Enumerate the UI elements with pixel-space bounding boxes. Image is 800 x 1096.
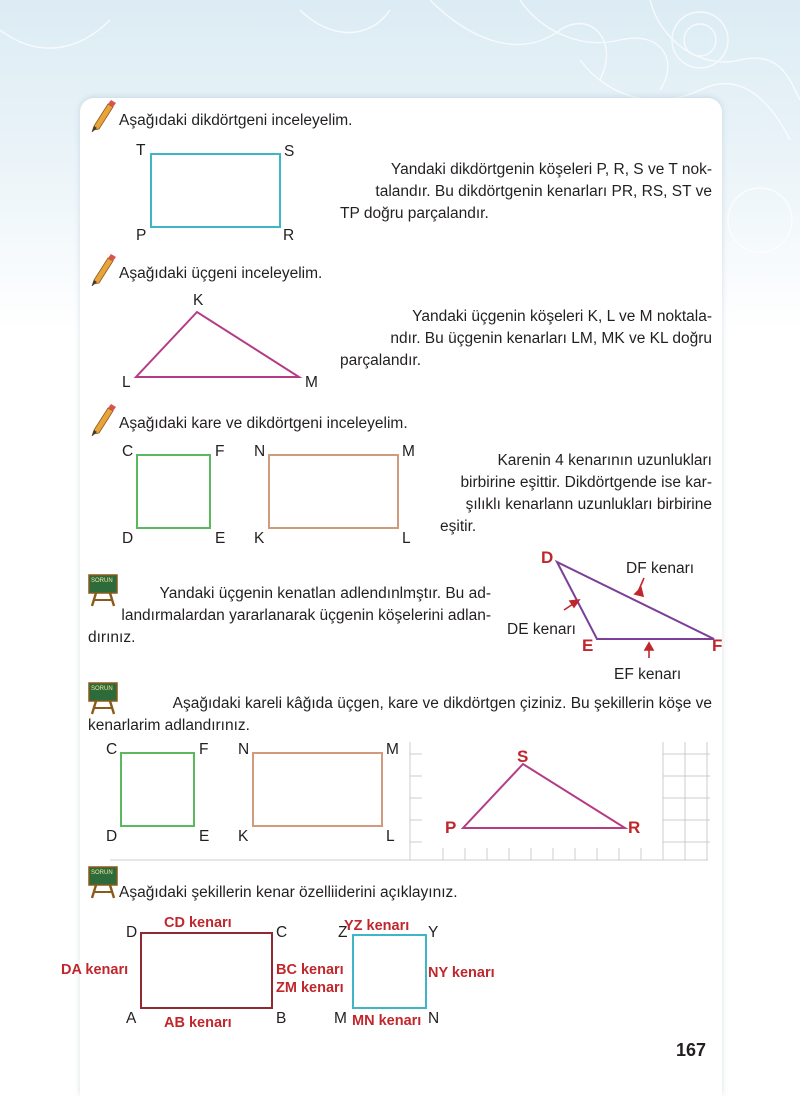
section1-line2: talandır. Bu dikdörtgenin kenarları PR, RS, ST ve — [375, 183, 712, 200]
vertex-L: L — [402, 530, 411, 547]
vertex-D: D — [122, 530, 134, 547]
side-label-YZ: YZ kenarı — [344, 918, 410, 934]
vertex-N: N — [254, 443, 266, 460]
side-label-DA: DA kenarı — [61, 962, 129, 978]
drawn-square-CFED — [120, 752, 196, 828]
page-number: 167 — [676, 1040, 707, 1060]
square-CFED — [136, 454, 212, 530]
side-label-DE: DE kenarı — [507, 621, 576, 638]
vertex-K: K — [193, 292, 204, 309]
section1-line1: Yandaki dikdörtgenin köşeleri P, R, S ve T nok- — [390, 161, 712, 178]
vertex-S: S — [284, 143, 295, 160]
section2-heading: Aşağıdaki üçgeni inceleyelim. — [119, 265, 323, 282]
vertex-D: D — [126, 924, 138, 941]
section3-line4: eşitir. — [440, 518, 477, 535]
side-label-AB: AB kenarı — [164, 1015, 232, 1031]
vertex-E: E — [582, 636, 594, 655]
vertex-K: K — [238, 828, 249, 845]
square-MNYZ — [352, 934, 428, 1010]
side-label-DF: DF kenarı — [626, 560, 695, 577]
vertex-P: P — [136, 227, 147, 244]
vertex-E: E — [215, 530, 226, 547]
vertex-L: L — [122, 374, 131, 391]
vertex-Z: Z — [338, 924, 348, 941]
section5-line1: Aşağıdaki kareli kâğıda üçgen, kare ve dikdörtgen çiziniz. Bu şekillerin köşe ve — [172, 695, 712, 712]
vertex-M: M — [305, 374, 318, 391]
vertex-F: F — [199, 741, 209, 758]
section3-line2: birbirine eşittir. Dikdörtgende ise kar- — [460, 474, 712, 491]
section6-heading: Aşağıdaki şekillerin kenar özelliiderini açıklayınız. — [119, 884, 458, 901]
rectangle-KLMN — [268, 454, 400, 530]
vertex-C: C — [276, 924, 288, 941]
pencil-icon — [88, 252, 118, 288]
vertex-N: N — [238, 741, 250, 758]
vertex-R: R — [283, 227, 295, 244]
vertex-S: S — [517, 747, 529, 766]
pencil-icon — [88, 402, 118, 438]
vertex-R: R — [628, 818, 641, 837]
side-label-NY: NY kenarı — [428, 965, 495, 981]
vertex-Y: Y — [428, 924, 439, 941]
section4-line3: dırınız. — [88, 629, 136, 646]
section1-line3: TP doğru parçalandır. — [340, 205, 489, 222]
badge-text: SORUN — [91, 578, 113, 584]
vertex-T: T — [136, 142, 146, 159]
badge-text: SORUN — [91, 686, 113, 692]
section2-line2: ndır. Bu üçgenin kenarları LM, MK ve KL doğru — [390, 330, 712, 347]
vertex-F: F — [215, 443, 225, 460]
triangle-KLM — [130, 305, 305, 380]
badge-text: SORUN — [91, 870, 113, 876]
drawn-triangle-PRS — [455, 758, 635, 834]
section3-line1: Karenin 4 kenarının uzunlukları — [497, 452, 712, 469]
vertex-C: C — [122, 443, 134, 460]
vertex-L: L — [386, 828, 395, 845]
vertex-M: M — [402, 443, 415, 460]
rectangle-PRST — [150, 153, 282, 229]
vertex-B: B — [276, 1010, 287, 1027]
vertex-F: F — [712, 636, 723, 655]
vertex-M: M — [386, 741, 399, 758]
side-label-ZM: ZM kenarı — [276, 980, 344, 996]
vertex-D: D — [106, 828, 118, 845]
vertex-A: A — [126, 1010, 137, 1027]
section1-heading: Aşağıdaki dikdörtgeni inceleyelim. — [119, 112, 353, 129]
vertex-N: N — [428, 1010, 440, 1027]
vertex-K: K — [254, 530, 265, 547]
section3-heading: Aşağıdaki kare ve dikdörtgeni inceleyelim. — [119, 415, 408, 432]
drawn-rectangle-KLMN — [252, 752, 384, 828]
vertex-C: C — [106, 741, 118, 758]
section5-line2: kenarlarim adlandırınız. — [88, 717, 250, 734]
vertex-E: E — [199, 828, 210, 845]
section2-line1: Yandaki üçgenin köşeleri K, L ve M noktala- — [412, 308, 712, 325]
section4-line2: landırmalardan yararlanarak üçgenin köşelerini adlan- — [121, 607, 491, 624]
section3-line3: şılıklı kenarlann uzunlukları birbirine — [465, 496, 712, 513]
vertex-D: D — [541, 548, 554, 567]
rectangle-ABCD — [140, 932, 274, 1010]
pencil-icon — [88, 98, 118, 134]
vertex-M: M — [334, 1010, 347, 1027]
side-label-EF: EF kenarı — [614, 666, 682, 683]
side-label-MN: MN kenarı — [352, 1013, 422, 1029]
section2-line3: parçalandır. — [340, 352, 421, 369]
section4-line1: Yandaki üçgenin kenatlan adlendınlmştır. Bu ad- — [159, 585, 491, 602]
vertex-P: P — [445, 818, 457, 837]
side-label-CD: CD kenarı — [164, 915, 232, 931]
side-label-BC: BC kenarı — [276, 962, 344, 978]
